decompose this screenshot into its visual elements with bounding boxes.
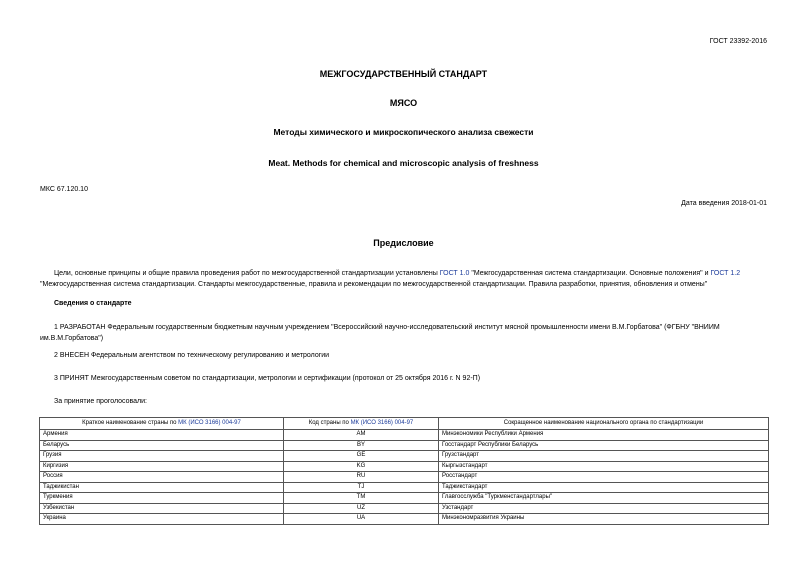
header-country-code — [284, 418, 439, 430]
foreword-text-2: "Межгосударственная система стандартизации. Основные положения" и — [469, 270, 711, 277]
info-item-developed: 1 РАЗРАБОТАН Федеральным государственным бюджетным научным учреждением "Всероссийский научно-исследовательский институт мясной промышленности имени В.М.Горбатова" (ФГБНУ "ВНИИМ им.В.М.Горбатова") — [40, 324, 720, 342]
body-cell: Главгосслужба "Туркменстандартлары" — [439, 493, 769, 504]
body-cell: Росстандарт — [439, 472, 769, 483]
country-cell: Таджикистан — [40, 482, 284, 493]
body-cell: Таджикстандарт — [439, 482, 769, 493]
header-country-name — [40, 418, 284, 430]
country-cell: Грузия — [40, 451, 284, 462]
foreword-paragraph — [40, 268, 770, 290]
code-cell: UA — [284, 514, 439, 525]
code-cell: AM — [284, 430, 439, 441]
country-cell: Киргизия — [40, 461, 284, 472]
voting-countries-table — [39, 417, 769, 525]
body-cell: Грузстандарт — [439, 451, 769, 462]
table-row — [40, 461, 769, 472]
standard-type: МЕЖГОСУДАРСТВЕННЫЙ СТАНДАРТ — [319, 69, 488, 79]
body-cell: Минэкономики Республики Армения — [439, 430, 769, 441]
table-row — [40, 451, 769, 462]
foreword-text-1: Цели, основные принципы и общие правила проведения работ по межгосударственной стандартизации установлены — [54, 270, 440, 277]
code-cell: BY — [284, 440, 439, 451]
body-cell: Минэкономразвития Украины — [439, 514, 769, 525]
table-row — [40, 472, 769, 483]
intro-date: Дата введения 2018-01-01 — [681, 200, 767, 207]
country-cell: Беларусь — [40, 440, 284, 451]
country-cell: Украина — [40, 514, 284, 525]
mk-iso-link[interactable]: МК (ИСО 3166) 004-97 — [178, 420, 241, 426]
body-cell: Кыргызстандарт — [439, 461, 769, 472]
code-cell: KG — [284, 461, 439, 472]
title-en: Meat. Methods for chemical and microscopic analysis of freshness — [268, 158, 539, 168]
foreword-heading: Предисловие — [373, 238, 434, 248]
header-code-text: Код страны по — [308, 420, 351, 426]
header-country-text: Краткое наименование страны по — [82, 420, 179, 426]
standard-info-heading: Сведения о стандарте — [54, 300, 132, 307]
country-cell: Россия — [40, 472, 284, 483]
header-national-body: Сокращенное наименование национального органа по стандартизации — [439, 418, 769, 430]
info-item-submitted: 2 ВНЕСЕН Федеральным агентством по техническому регулированию и метрологии — [54, 352, 330, 359]
mks-code: МКС 67.120.10 — [40, 186, 88, 193]
gost-1-0-link[interactable]: ГОСТ 1.0 — [439, 270, 470, 277]
body-cell: Госстандарт Республики Беларусь — [439, 440, 769, 451]
mk-iso-link[interactable]: МК (ИСО 3166) 004-97 — [350, 420, 414, 426]
table-header-row — [40, 418, 769, 430]
title-ru: Методы химического и микроскопического анализа свежести — [273, 127, 534, 137]
country-cell: Туркмения — [40, 493, 284, 504]
code-cell: TM — [284, 493, 439, 504]
table-row — [40, 514, 769, 525]
table-row — [40, 503, 769, 514]
country-cell: Армения — [40, 430, 284, 441]
code-cell: RU — [284, 472, 439, 483]
table-row — [40, 440, 769, 451]
gost-number: ГОСТ 23392-2016 — [709, 38, 767, 45]
code-cell: TJ — [284, 482, 439, 493]
voted-label: За принятие проголосовали: — [54, 398, 147, 405]
table-row — [40, 482, 769, 493]
code-cell: GE — [284, 451, 439, 462]
foreword-text-3: "Межгосударственная система стандартизации. Стандарты межгосударственные, правила и рекомендации по межгосударственной стандартизации. Правила разработки, принятия, обновления и отмены" — [40, 281, 708, 288]
info-item-adopted: 3 ПРИНЯТ Межгосударственным советом по стандартизации, метрологии и сертификации (протокол от 25 октября 2016 г. N 92-П) — [54, 375, 481, 382]
body-cell: Узстандарт — [439, 503, 769, 514]
gost-1-2-link[interactable]: ГОСТ 1.2 — [710, 270, 741, 277]
table-row — [40, 493, 769, 504]
code-cell: UZ — [284, 503, 439, 514]
country-cell: Узбекистан — [40, 503, 284, 514]
table-row — [40, 430, 769, 441]
product-title: МЯСО — [389, 98, 418, 108]
